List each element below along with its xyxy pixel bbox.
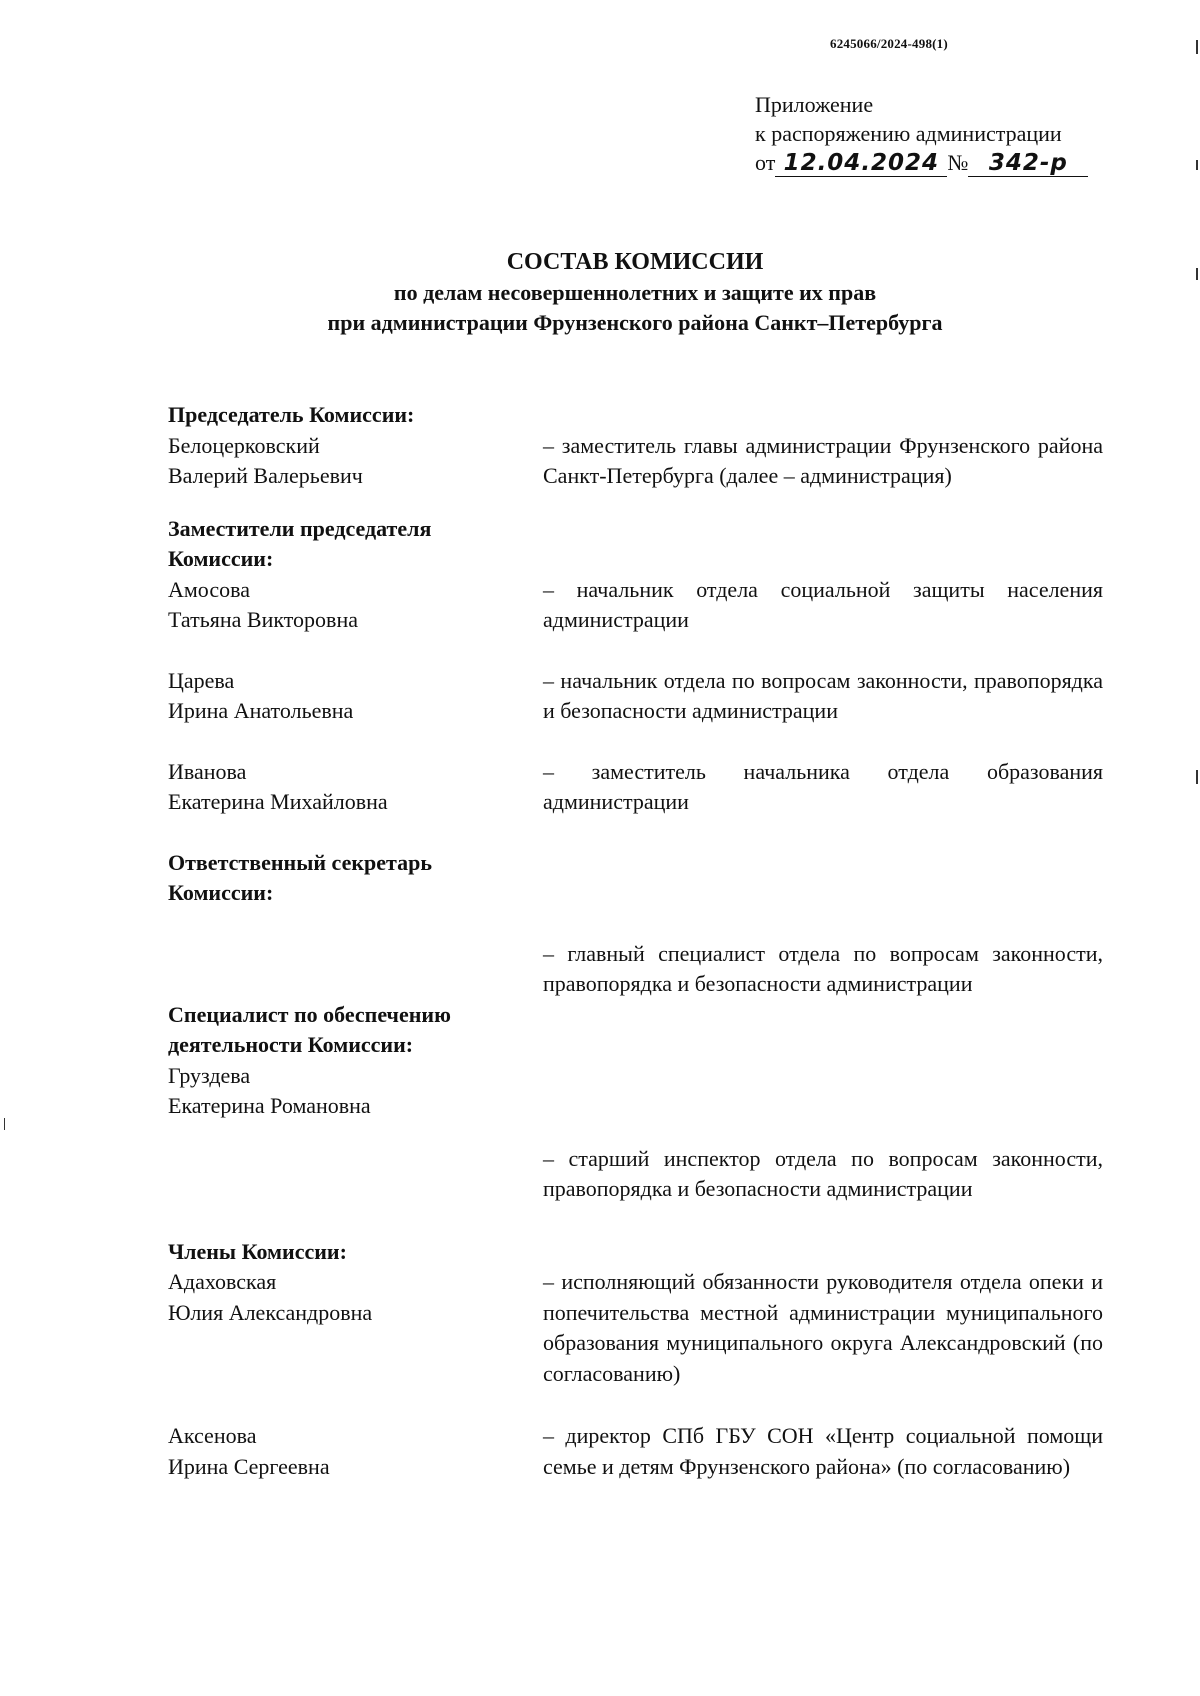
section-heading-secretary: Ответственный секретарь Комиссии: [168, 849, 432, 905]
member-row [168, 575, 1113, 636]
commission-roster [168, 400, 1113, 1482]
handwritten-number: 342-р [968, 150, 1088, 177]
member-row [168, 939, 1113, 1000]
member-name [168, 575, 543, 636]
appendix-title: Приложение [755, 92, 874, 117]
date-prefix: от [755, 150, 776, 175]
scan-edge-mark [1196, 268, 1198, 280]
member-name [168, 666, 543, 727]
section-heading-members: Члены Комиссии: [168, 1238, 347, 1264]
title-subtitle-1: по делам несовершеннолетних и защите их прав [393, 280, 877, 305]
member-row [168, 1267, 1113, 1389]
title-main: СОСТАВ КОМИССИИ [506, 249, 764, 275]
member-given-name: Валерий Валерьевич [168, 463, 363, 488]
member-row [168, 666, 1113, 727]
handwritten-date: 12.04.2024 [775, 150, 947, 177]
appendix-subtitle: к распоряжению администрации [755, 121, 1062, 146]
member-surname: Амосова [168, 576, 250, 602]
title-subtitle-2: при администрации Фрунзенского района Санкт–Петербурга [327, 310, 943, 335]
member-given-name: Екатерина Романовна [168, 1093, 371, 1118]
member-surname: Груздева [168, 1062, 251, 1088]
section-heading-deputies: Заместители председателя Комиссии: [168, 515, 432, 571]
member-name [168, 1421, 543, 1482]
member-surname: Белоцерковский [168, 432, 320, 458]
member-name [168, 1267, 543, 1389]
section-heading-specialist: Специалист по обеспечению деятельности Комиссии: [168, 1001, 451, 1057]
member-role: – начальник отдела социальной защиты населения администрации [543, 576, 1103, 632]
appendix-block [755, 90, 1088, 180]
member-role: – директор СПб ГБУ СОН «Центр социальной помощи семье и детям Фрунзенского района» (по согласованию) [543, 1423, 1103, 1479]
scan-edge-mark [1196, 40, 1198, 54]
section-heading-chair: Председатель Комиссии: [168, 402, 415, 427]
member-row [168, 1144, 1113, 1205]
member-given-name: Ирина Сергеевна [168, 1453, 330, 1479]
member-role: – начальник отдела по вопросам законности, правопорядка и безопасности администрации [543, 667, 1103, 723]
scan-edge-mark [1196, 160, 1198, 170]
member-given-name: Ирина Анатольевна [168, 698, 354, 723]
member-surname: Иванова [168, 758, 247, 784]
registration-number: 6245066/2024-498(1) [830, 36, 948, 51]
document-title [0, 246, 1200, 338]
member-role: – главный специалист отдела по вопросам законности, правопорядка и безопасности администрации [543, 940, 1103, 996]
member-role: – заместитель главы администрации Фрунзенского района Санкт-Петербурга (далее – администрация) [543, 432, 1103, 488]
member-role: – заместитель начальника отдела образования администрации [543, 758, 1103, 814]
member-name [168, 1061, 543, 1122]
member-surname: Адаховская [168, 1269, 277, 1294]
member-row [168, 1061, 1113, 1122]
member-name [168, 939, 543, 1000]
member-given-name: Юлия Александровна [168, 1299, 373, 1325]
scan-edge-mark [1196, 770, 1198, 784]
member-given-name: Татьяна Викторовна [168, 607, 358, 632]
scan-edge-mark [4, 1118, 5, 1130]
member-surname: Аксенова [168, 1423, 257, 1448]
member-given-name: Екатерина Михайловна [168, 789, 388, 814]
number-prefix: № [947, 150, 969, 175]
member-row [168, 1421, 1113, 1482]
appendix-date-line [755, 148, 1088, 180]
member-row [168, 431, 1113, 492]
member-role: – исполняющий обязанности руководителя отдела опеки и попечительства местной администрации муниципального образования муниципального округа Александровский (по согласованию) [543, 1269, 1103, 1386]
member-role: – старший инспектор отдела по вопросам законности, правопорядка и безопасности администрации [543, 1145, 1103, 1201]
member-name [168, 757, 543, 818]
member-name [168, 431, 543, 492]
member-row [168, 757, 1113, 818]
member-surname: Царева [168, 667, 235, 693]
